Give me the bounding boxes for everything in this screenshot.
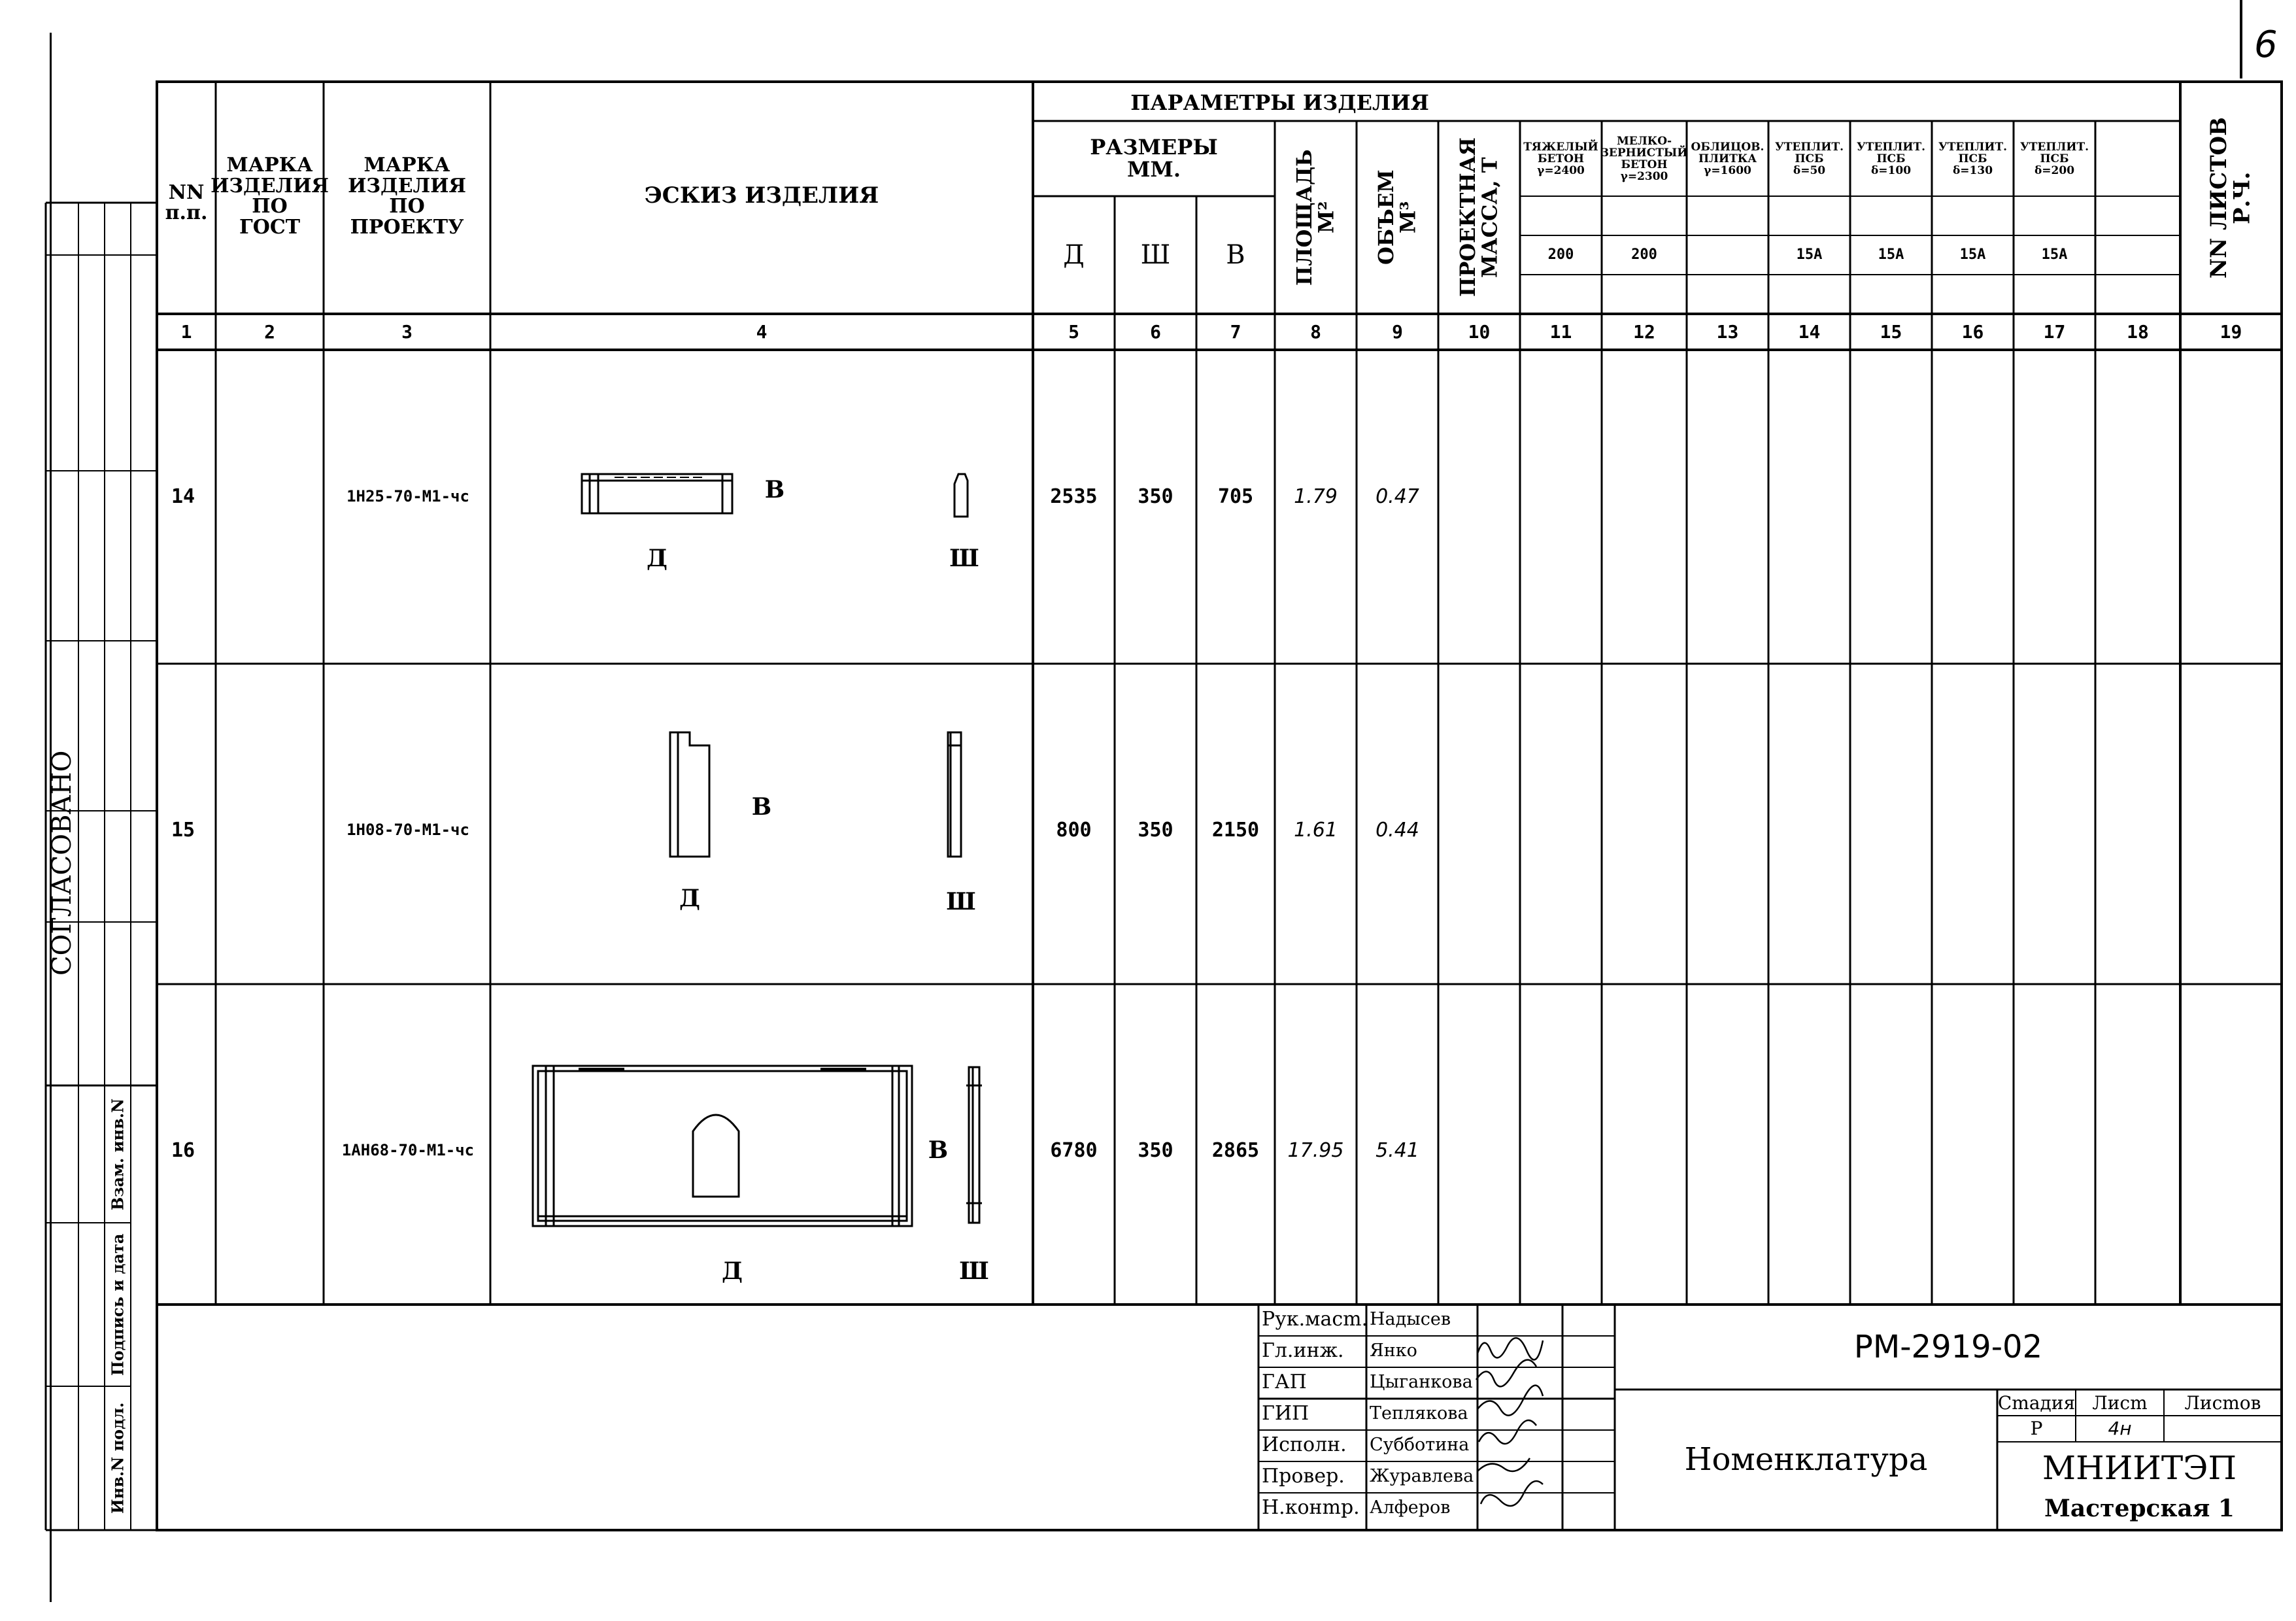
inv-podl-label: Инв.N подл. — [108, 1402, 127, 1514]
col-num: 2 — [264, 321, 275, 343]
header-dim-v: В — [1226, 240, 1245, 270]
material-label-3: УТЕПЛИТ. ПСБ δ=50 — [1774, 141, 1844, 177]
org-name: МНИИТЭП — [2042, 1448, 2237, 1487]
col-num: 7 — [1230, 321, 1241, 343]
stamp-name: Цыганкова — [1370, 1372, 1473, 1392]
sketch-label-d: Д — [721, 1257, 743, 1286]
stamp-role: ГИП — [1262, 1402, 1309, 1425]
sheet-value: 4н — [2108, 1418, 2132, 1440]
row-area: 17.95 — [1287, 1139, 1344, 1163]
row-d: 2535 — [1050, 485, 1098, 509]
material-label-6: УТЕПЛИТ. ПСБ δ=200 — [2019, 141, 2089, 177]
row-mark-project: 1Н25-70-М1-чс — [346, 487, 469, 506]
col-num: 3 — [401, 321, 413, 343]
sketch-front-view — [526, 1059, 919, 1229]
col-num: 10 — [1468, 321, 1491, 343]
sketch-label-v: В — [764, 476, 785, 504]
vzam-inv-label: Взам. инв.N — [108, 1098, 127, 1210]
row-nn: 16 — [171, 1139, 195, 1163]
material-value-0: 200 — [1547, 247, 1574, 264]
col-num: 17 — [2043, 321, 2066, 343]
sketch-label-d: Д — [679, 885, 700, 913]
sketch-side-view — [941, 726, 968, 863]
material-label-2: ОБЛИЦОВ. ПЛИТКА γ=1600 — [1691, 141, 1764, 177]
col-num: 8 — [1310, 321, 1321, 343]
header-volume: ОБЪЕМ М³ — [1373, 169, 1421, 265]
stamp-name: Журавлева — [1370, 1466, 1474, 1486]
stamp-name: Субботина — [1370, 1435, 1470, 1455]
header-dim-sh: Ш — [1140, 240, 1171, 270]
col-num: 18 — [2127, 321, 2149, 343]
stage-value: Р — [2030, 1418, 2043, 1440]
col-num: 11 — [1549, 321, 1572, 343]
sketch-front-view — [664, 726, 716, 863]
material-value-2 — [1687, 237, 1768, 273]
sketch-label-sh: Ш — [946, 888, 976, 916]
row-sh: 350 — [1138, 819, 1173, 842]
sketch-label-sh: Ш — [959, 1257, 989, 1286]
col-num: 19 — [2220, 321, 2242, 343]
stamp-role: Исполн. — [1262, 1433, 1347, 1456]
header-mass: ПРОЕКТНАЯ МАССА, Т — [1455, 137, 1502, 298]
sketch-side-view — [948, 468, 974, 520]
sketch-label-v: В — [928, 1136, 949, 1165]
row-v: 2150 — [1211, 819, 1260, 842]
col-num: 6 — [1150, 321, 1161, 343]
header-mark-gost: МАРКА ИЗДЕЛИЯ ПО ГОСТ — [211, 154, 329, 239]
stamp-role: Гл.инж. — [1262, 1339, 1344, 1362]
stamp-role: Н.конmр. — [1262, 1496, 1360, 1519]
col-num: 14 — [1798, 321, 1821, 343]
row-d: 6780 — [1050, 1139, 1098, 1163]
material-label-5: УТЕПЛИТ. ПСБ δ=130 — [1938, 141, 2008, 177]
sketch-label-v: В — [751, 793, 772, 821]
sketch-front-view — [575, 468, 739, 520]
sketch-side-view — [961, 1059, 987, 1229]
row-volume: 0.44 — [1376, 819, 1419, 842]
sketch-label-sh: Ш — [949, 545, 979, 573]
stamp-role: Провер. — [1262, 1465, 1345, 1488]
stamp-role: Рук.масm. — [1262, 1308, 1368, 1331]
row-nn: 15 — [171, 819, 195, 842]
doc-code: РМ-2919-02 — [1853, 1328, 2043, 1365]
material-label-7 — [2095, 124, 2180, 195]
row-area: 1.61 — [1294, 819, 1338, 842]
col-num: 15 — [1880, 321, 1902, 343]
col-num: 1 — [180, 321, 192, 343]
row-v: 705 — [1217, 485, 1254, 509]
stamp-name: Алферов — [1370, 1497, 1451, 1518]
header-nn: NN п.п. — [165, 180, 208, 224]
row-mark-project: 1Н08-70-М1-чс — [346, 821, 469, 840]
col-num: 9 — [1392, 321, 1403, 343]
col-num: 5 — [1068, 321, 1079, 343]
header-dims: РАЗМЕРЫ ММ. — [1090, 134, 1218, 182]
material-value-4: 15А — [1878, 247, 1904, 264]
row-nn: 14 — [171, 485, 195, 509]
stamp-name: Янко — [1370, 1340, 1417, 1361]
row-mark-project: 1АН68-70-М1-чс — [341, 1141, 475, 1160]
doc-title: Номенклатура — [1684, 1441, 1928, 1478]
col-num: 13 — [1716, 321, 1739, 343]
page-number: 6 — [2254, 24, 2278, 66]
row-sh: 350 — [1138, 1139, 1173, 1163]
stamp-role: ГАП — [1262, 1371, 1307, 1393]
col-num: 4 — [756, 321, 768, 343]
header-sketch: ЭСКИЗ ИЗДЕЛИЯ — [644, 182, 879, 209]
col-num: 16 — [1961, 321, 1984, 343]
material-label-0: ТЯЖЕЛЫЙ БЕТОН γ=2400 — [1523, 141, 1598, 177]
row-v: 2865 — [1211, 1139, 1260, 1163]
sheets-label: Лисmов — [2184, 1392, 2261, 1414]
row-volume: 5.41 — [1376, 1139, 1419, 1163]
header-area: ПЛОЩАДЬ М² — [1291, 149, 1339, 286]
material-value-7 — [2095, 237, 2180, 273]
row-volume: 0.47 — [1376, 485, 1419, 509]
header-params: ПАРАМЕТРЫ ИЗДЕЛИЯ — [1130, 90, 1429, 115]
header-sheets: NN ЛИСТОВ Р.Ч. — [2205, 117, 2255, 279]
material-value-1: 200 — [1631, 247, 1657, 264]
material-value-3: 15А — [1796, 247, 1823, 264]
sheet-label: Лисm — [2092, 1392, 2148, 1414]
material-label-4: УТЕПЛИТ. ПСБ δ=100 — [1856, 141, 1926, 177]
stamp-name: Надысев — [1370, 1309, 1451, 1329]
signatures-icon — [1471, 1327, 1569, 1524]
row-area: 1.79 — [1294, 485, 1338, 509]
material-value-6: 15А — [2041, 247, 2068, 264]
row-sh: 350 — [1138, 485, 1173, 509]
podpis-data-label: Подпись и дата — [108, 1233, 127, 1376]
agreed-label: СОГЛАСОВАНО — [47, 750, 77, 976]
header-dim-d: Д — [1063, 240, 1085, 270]
stage-label: Сmадия — [1997, 1392, 2076, 1414]
material-value-5: 15А — [1959, 247, 1986, 264]
header-mark-project: МАРКА ИЗДЕЛИЯ ПО ПРОЕКТУ — [348, 154, 466, 239]
material-label-1: МЕЛКО- ЗЕРНИСТЫЙ БЕТОН γ=2300 — [1600, 135, 1688, 183]
workshop-name: Мастерская 1 — [2044, 1494, 2235, 1522]
stamp-name: Теплякова — [1370, 1403, 1468, 1424]
col-num: 12 — [1633, 321, 1655, 343]
row-d: 800 — [1056, 819, 1092, 842]
sketch-label-d: Д — [646, 545, 667, 573]
